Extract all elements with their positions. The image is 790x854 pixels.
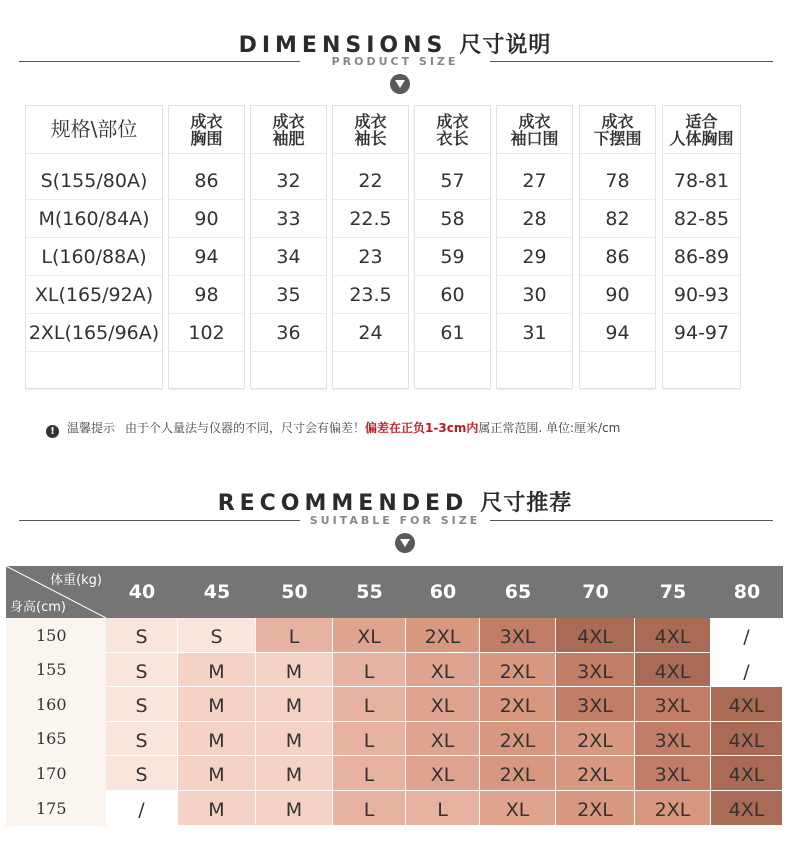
size-cell: S (106, 618, 178, 653)
dimensions-column (496, 105, 573, 389)
dimensions-header (169, 106, 244, 154)
size-cell: 2XL (406, 618, 480, 653)
dimensions-cell (497, 352, 572, 390)
dimensions-header-line: 成衣 (518, 111, 551, 131)
size-cell: M (178, 756, 256, 791)
size-cell: 2XL (480, 653, 556, 687)
dimensions-cell: 23 (333, 238, 408, 276)
dimensions-header-line: 袖口围 (510, 128, 559, 148)
size-cell: S (106, 653, 178, 687)
dimensions-cell (415, 352, 490, 390)
dimensions-header-line: 成衣 (272, 111, 305, 131)
dimensions-column (579, 105, 656, 389)
size-cell: 4XL (635, 653, 711, 687)
notice-label: 温馨提示 (67, 421, 116, 435)
dimensions-cell: 31 (497, 314, 572, 352)
dimensions-column (662, 105, 741, 389)
recommend-subtitle: SUITABLE FOR SIZE (309, 514, 481, 527)
notice-text: 由于个人量法与仪器的不同，尺寸会有偏差！ (125, 421, 366, 435)
size-cell: M (178, 687, 256, 722)
size-cell: 3XL (635, 756, 711, 791)
weight-column-header: 45 (203, 581, 231, 603)
dimensions-cell (251, 352, 326, 390)
dimensions-cell: 98 (169, 276, 244, 314)
dimensions-cell (333, 352, 408, 390)
dimensions-cell: 28 (497, 200, 572, 238)
dimensions-header (333, 106, 408, 154)
dimensions-column (332, 105, 409, 389)
size-cell: L (333, 687, 406, 722)
size-cell: 2XL (480, 687, 556, 722)
size-cell: M (256, 756, 333, 791)
dimensions-cell: XL(165/92A) (26, 276, 162, 314)
size-cell: XL (406, 687, 480, 722)
height-row-header: 175 (6, 791, 106, 826)
height-row-header: 165 (6, 722, 106, 756)
dimensions-cell: 90 (580, 276, 655, 314)
dimensions-cell: 61 (415, 314, 490, 352)
size-cell: S (106, 756, 178, 791)
dimensions-title-en: DIMENSIONS (238, 33, 448, 58)
dimensions-header-line: 成衣 (436, 111, 469, 131)
dimensions-header (415, 106, 490, 154)
weight-column-header: 65 (504, 581, 532, 603)
size-cell: XL (406, 653, 480, 687)
dimensions-cell: 23.5 (333, 276, 408, 314)
dimensions-cell: 94 (169, 238, 244, 276)
dimensions-title-cn: 尺寸说明 (459, 33, 552, 58)
dimensions-cell: 22 (333, 162, 408, 200)
dimensions-cell (169, 352, 244, 390)
height-row-header: 155 (6, 653, 106, 687)
size-cell: XL (480, 791, 556, 826)
dimensions-cell: 102 (169, 314, 244, 352)
dimensions-cell: 86 (169, 162, 244, 200)
size-cell: S (106, 722, 178, 756)
dimensions-cell: 86 (580, 238, 655, 276)
dimensions-header-line: 成衣 (601, 111, 634, 131)
dimensions-header (663, 106, 740, 154)
dimensions-cell: 60 (415, 276, 490, 314)
dimensions-cell: 94 (580, 314, 655, 352)
weight-column-header: 40 (128, 581, 156, 603)
dimensions-column (250, 105, 327, 389)
size-cell: 2XL (480, 722, 556, 756)
size-cell: S (178, 618, 256, 653)
size-cell: 3XL (480, 618, 556, 653)
size-cell: 4XL (635, 618, 711, 653)
size-cell: L (406, 791, 480, 826)
size-cell: 4XL (711, 756, 783, 791)
dimensions-header-line: 规格\部位 (50, 117, 138, 141)
dimensions-column (414, 105, 491, 389)
dimensions-header-line: 人体胸围 (669, 128, 734, 148)
dimensions-header-line: 适合 (685, 111, 718, 131)
size-cell: 2XL (556, 722, 635, 756)
size-cell: M (256, 653, 333, 687)
dimensions-header-line: 胸围 (190, 128, 223, 148)
size-cell: 3XL (635, 722, 711, 756)
dimensions-cell: 82-85 (663, 200, 740, 238)
size-cell: L (333, 756, 406, 791)
weight-column-header: 55 (356, 581, 383, 603)
dimensions-subtitle: PRODUCT SIZE (331, 55, 459, 68)
dimensions-column (168, 105, 245, 389)
grid-corner (6, 566, 106, 618)
dimensions-cell: 22.5 (333, 200, 408, 238)
height-row-header: 150 (6, 618, 106, 653)
size-cell: 3XL (556, 687, 635, 722)
dimensions-cell: M(160/84A) (26, 200, 162, 238)
dimensions-header-line: 袖长 (354, 128, 387, 148)
size-cell: 2XL (635, 791, 711, 826)
size-cell: 2XL (556, 791, 635, 826)
size-cell: 4XL (711, 722, 783, 756)
weight-label: 体重(kg) (50, 573, 102, 588)
size-cell: 4XL (556, 618, 635, 653)
dimensions-cell: 27 (497, 162, 572, 200)
dimensions-cell: 2XL(165/96A) (26, 314, 162, 352)
dimensions-cell (26, 352, 162, 390)
dimensions-cell: 82 (580, 200, 655, 238)
dimensions-header-line: 成衣 (354, 111, 387, 131)
dimensions-cell (663, 352, 740, 390)
chevron-down-icon (390, 74, 410, 94)
dimensions-header-line: 成衣 (190, 111, 223, 131)
dimensions-cell: 78 (580, 162, 655, 200)
size-cell: M (178, 722, 256, 756)
dimensions-cell: 90-93 (663, 276, 740, 314)
size-cell: 2XL (556, 756, 635, 791)
size-cell: 3XL (635, 687, 711, 722)
notice-highlight: 偏差在正负1-3cm内 (365, 421, 479, 435)
height-row-header: 170 (6, 756, 106, 791)
chevron-down-icon (395, 533, 415, 553)
size-cell: L (333, 722, 406, 756)
dimensions-cell: S(155/80A) (26, 162, 162, 200)
size-cell: L (333, 791, 406, 826)
dimensions-cell: 94-97 (663, 314, 740, 352)
size-cell: M (178, 791, 256, 826)
dimensions-cell: 58 (415, 200, 490, 238)
dimensions-cell: 90 (169, 200, 244, 238)
height-label: 身高(cm) (10, 600, 66, 615)
size-cell: / (106, 791, 178, 826)
size-cell: XL (333, 618, 406, 653)
dimensions-cell: 34 (251, 238, 326, 276)
size-cell: 3XL (556, 653, 635, 687)
recommend-title-cn: 尺寸推荐 (480, 491, 573, 516)
size-cell: XL (406, 756, 480, 791)
size-cell: M (256, 687, 333, 722)
height-row-header: 160 (6, 687, 106, 722)
weight-column-header: 50 (281, 581, 308, 603)
size-cell: 4XL (711, 791, 783, 826)
dimensions-cell: 35 (251, 276, 326, 314)
dimensions-header (26, 106, 162, 154)
dimensions-cell (580, 352, 655, 390)
weight-column-header: 70 (582, 581, 609, 603)
dimensions-cell: 86-89 (663, 238, 740, 276)
dimensions-header (580, 106, 655, 154)
notice (46, 419, 620, 438)
size-cell: L (333, 653, 406, 687)
size-cell: 4XL (711, 687, 783, 722)
size-cell: M (178, 653, 256, 687)
dimensions-cell: 78-81 (663, 162, 740, 200)
dimensions-cell: 36 (251, 314, 326, 352)
size-cell: XL (406, 722, 480, 756)
dimensions-header-line: 下摆围 (593, 128, 642, 148)
dimensions-header (251, 106, 326, 154)
dimensions-cell: L(160/88A) (26, 238, 162, 276)
dimensions-cell: 29 (497, 238, 572, 276)
dimensions-header (497, 106, 572, 154)
size-cell: M (256, 722, 333, 756)
size-cell: 2XL (480, 756, 556, 791)
size-cell: / (711, 618, 783, 653)
weight-column-header: 60 (429, 581, 457, 603)
dimensions-cell: 59 (415, 238, 490, 276)
dimensions-cell: 24 (333, 314, 408, 352)
dimensions-header-line: 袖肥 (272, 128, 305, 148)
size-cell: S (106, 687, 178, 722)
weight-column-header: 80 (733, 581, 761, 603)
dimensions-cell: 30 (497, 276, 572, 314)
weight-column-header: 75 (659, 581, 687, 603)
recommend-title (0, 486, 790, 517)
dimensions-cell: 33 (251, 200, 326, 238)
recommend-grid (6, 566, 783, 826)
dimensions-cell: 57 (415, 162, 490, 200)
exclamation-icon: ! (46, 425, 59, 438)
dimensions-column (25, 105, 163, 389)
size-cell: M (256, 791, 333, 826)
dimensions-header-line: 衣长 (436, 128, 469, 148)
dimensions-cell: 32 (251, 162, 326, 200)
size-cell: / (711, 653, 783, 687)
notice-text-2: 属正常范围. 单位:厘米/cm (478, 421, 621, 435)
recommend-title-en: RECOMMENDED (217, 491, 469, 516)
size-cell: L (256, 618, 333, 653)
